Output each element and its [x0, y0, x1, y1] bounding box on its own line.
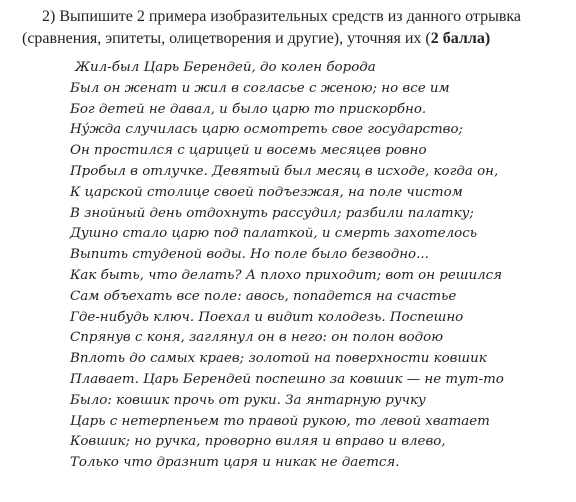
poem-line: Бог детей не давал, и было царю то прискорбно.	[70, 101, 427, 117]
poem-line: Выпить студеной воды. Но поле было безводно...	[70, 247, 429, 263]
poem-line: Вплоть до самых краев; золотой на поверхности ковшик	[70, 351, 487, 367]
poem-line: К царской столице своей подъезжая, на поле чистом	[70, 184, 463, 200]
poem-line: Спрянув с коня, заглянул он в него: он полон водою	[70, 330, 443, 346]
task-line-1: 2) Выпишите 2 примера изобразительных средств из данного отрывка	[42, 8, 522, 25]
task-instruction	[22, 6, 572, 50]
poem-line: Жил-был Царь Берендей, до колен борода	[75, 60, 376, 75]
poem-line: Он простился с царицей и восемь месяцев ровно	[70, 143, 427, 159]
poem-line: Ну́жда случилась царю осмотреть свое государство;	[70, 122, 464, 138]
poem-line: Пробыл в отлучке. Девятый был месяц в исходе, когда он,	[70, 163, 499, 179]
poem-line: Ковшик; но ручка, проворно виляя и вправо и влево,	[70, 434, 446, 450]
poem-line: Было: ковшик прочь от руки. За янтарную ручку	[70, 392, 426, 408]
poem-line: Был он женат и жил в согласье с женою; но все им	[70, 80, 450, 96]
task-line-2-text: (сравнения, эпитеты, олицетворения и другие), уточняя их (	[22, 30, 431, 47]
poem-line: Душно стало царю под палаткой, и смерть захотелось	[70, 226, 478, 242]
task-points: 2 балла)	[430, 30, 491, 47]
poem-line: Где-нибудь ключ. Поехал и видит колодезь. Поспешно	[70, 309, 464, 325]
poem-line: Как быть, что делать? А плохо приходит; вот он решился	[70, 267, 503, 283]
task-line-2	[22, 28, 572, 50]
poem-line: Только что дразнит царя и никак не дается.	[70, 455, 400, 471]
poem-line: Царь с нетерпеньем то правой рукою, то левой хватает	[70, 413, 490, 429]
poem-line: В знойный день отдохнуть рассудил; разбили палатку;	[70, 205, 474, 221]
poem-line: Плавает. Царь Берендей поспешно за ковшик — не тут-то	[70, 371, 504, 387]
poem-line: Сам объехать все поле: авось, попадется на счастье	[70, 288, 457, 304]
poem-excerpt	[70, 58, 570, 474]
